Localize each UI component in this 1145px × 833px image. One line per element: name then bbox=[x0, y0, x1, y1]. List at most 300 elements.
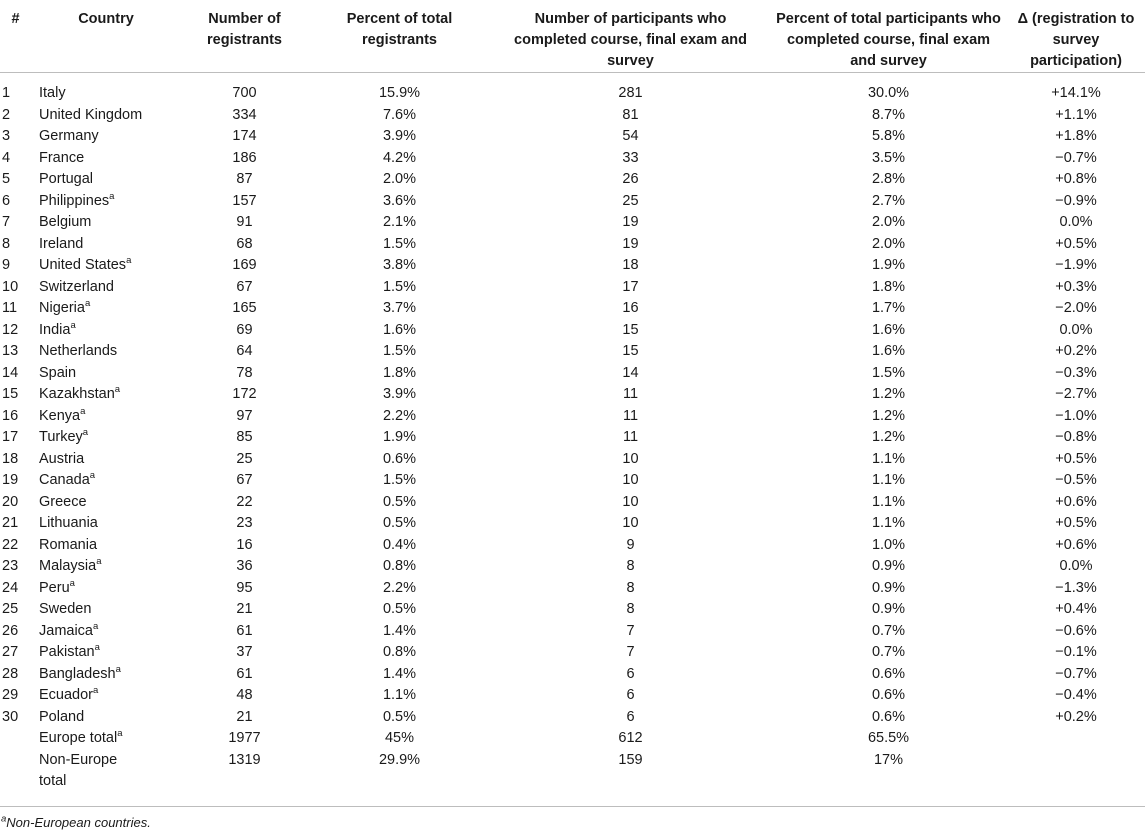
cell-percent-registrants: 0.6% bbox=[382, 450, 417, 467]
footnote-ref: a bbox=[96, 556, 102, 568]
cell-percent-registrants: 2.0% bbox=[382, 171, 417, 187]
table-row bbox=[0, 212, 1145, 234]
cell-completed: 15 bbox=[622, 321, 639, 338]
country-name: Italy bbox=[39, 85, 66, 101]
cell-index: 8 bbox=[2, 235, 11, 252]
cell-percent-completed: 1.1% bbox=[871, 515, 906, 531]
cell-country bbox=[31, 728, 181, 750]
table-row bbox=[0, 449, 1145, 471]
cell-registrants: 21 bbox=[236, 601, 253, 617]
cell-percent-registrants: 3.9% bbox=[382, 128, 417, 144]
country-name: Netherlands bbox=[39, 343, 118, 359]
table-row bbox=[0, 169, 1145, 191]
footnote-ref: a bbox=[69, 577, 75, 589]
cell-percent-registrants: 1.9% bbox=[382, 429, 417, 445]
table-row bbox=[0, 105, 1145, 127]
table-row bbox=[0, 599, 1145, 621]
cell-percent-completed: 2.7% bbox=[871, 192, 906, 209]
cell-percent-registrants: 1.8% bbox=[382, 364, 417, 381]
cell-percent-completed: 0.7% bbox=[871, 622, 906, 639]
cell-country bbox=[31, 148, 181, 170]
cell-percent-completed: 1.1% bbox=[871, 472, 906, 488]
cell-index: 18 bbox=[2, 450, 19, 467]
header-country: Country bbox=[78, 11, 134, 27]
cell-completed: 25 bbox=[622, 192, 639, 209]
cell-percent-registrants: 0.8% bbox=[382, 644, 417, 660]
cell-registrants: 68 bbox=[236, 235, 253, 252]
cell-completed: 11 bbox=[622, 429, 639, 445]
country-name: Lithuania bbox=[39, 515, 98, 531]
table-row bbox=[0, 707, 1145, 729]
table-row bbox=[0, 363, 1145, 385]
cell-index: 30 bbox=[2, 708, 19, 725]
cell-index: 15 bbox=[2, 386, 19, 402]
cell-index: 14 bbox=[2, 364, 19, 381]
cell-index: 22 bbox=[2, 536, 19, 553]
cell-registrants: 87 bbox=[236, 171, 253, 187]
cell-registrants: 157 bbox=[232, 192, 257, 209]
cell-percent-completed: 1.2% bbox=[871, 429, 906, 445]
table-row bbox=[0, 234, 1145, 256]
cell-country bbox=[31, 599, 181, 621]
cell-delta: −0.3% bbox=[1055, 364, 1097, 381]
header-percent-registrants bbox=[308, 0, 491, 73]
table-row bbox=[0, 255, 1145, 277]
cell-completed: 19 bbox=[622, 235, 639, 252]
cell-percent-registrants: 1.5% bbox=[382, 472, 417, 488]
cell-index: 3 bbox=[2, 128, 11, 144]
cell-percent-registrants: 0.4% bbox=[382, 536, 417, 553]
cell-index: 21 bbox=[2, 515, 19, 531]
cell-registrants: 700 bbox=[232, 85, 257, 101]
cell-percent-completed: 1.2% bbox=[871, 407, 906, 424]
cell-percent-completed: 0.9% bbox=[871, 601, 906, 617]
cell-completed: 17 bbox=[622, 278, 639, 295]
cell-percent-registrants: 0.5% bbox=[382, 601, 417, 617]
cell-completed: 14 bbox=[622, 364, 639, 381]
cell-percent-completed: 1.0% bbox=[871, 536, 906, 553]
cell-percent-registrants: 2.1% bbox=[382, 214, 417, 230]
cell-delta: −0.7% bbox=[1055, 665, 1097, 682]
cell-percent-registrants: 45% bbox=[384, 730, 415, 746]
cell-delta bbox=[1007, 728, 1145, 750]
cell-registrants: 67 bbox=[236, 472, 253, 488]
cell-country bbox=[31, 535, 181, 557]
cell-percent-completed: 0.7% bbox=[871, 644, 906, 660]
header-percent-completed bbox=[770, 0, 1007, 73]
country-name: Ecuador bbox=[39, 687, 94, 703]
cell-registrants: 22 bbox=[236, 493, 253, 510]
footnote-ref: a bbox=[93, 620, 99, 632]
cell-country bbox=[31, 427, 181, 449]
cell-registrants: 48 bbox=[236, 687, 253, 703]
country-name: Belgium bbox=[39, 214, 92, 230]
cell-percent-registrants: 0.5% bbox=[382, 708, 417, 725]
table-row bbox=[0, 427, 1145, 449]
cell-country bbox=[31, 212, 181, 234]
country-name: Greece bbox=[39, 493, 87, 510]
cell-registrants: 64 bbox=[236, 343, 253, 359]
cell-percent-registrants: 0.5% bbox=[382, 515, 417, 531]
cell-percent-registrants: 3.7% bbox=[382, 300, 417, 316]
cell-percent-completed: 0.6% bbox=[871, 708, 906, 725]
cell-completed: 159 bbox=[618, 751, 643, 768]
cell-delta: +0.2% bbox=[1055, 708, 1097, 725]
cell-percent-completed: 1.1% bbox=[871, 493, 906, 510]
cell-registrants: 16 bbox=[236, 536, 253, 553]
cell-percent-registrants: 0.5% bbox=[382, 493, 417, 510]
country-name: Romania bbox=[39, 536, 98, 553]
cell-percent-completed: 5.8% bbox=[871, 128, 906, 144]
header-completed bbox=[491, 0, 770, 73]
table-row bbox=[0, 73, 1145, 105]
cell-percent-registrants: 2.2% bbox=[382, 579, 417, 596]
country-name: Pakistan bbox=[39, 644, 95, 660]
cell-registrants: 67 bbox=[236, 278, 253, 295]
cell-registrants: 21 bbox=[236, 708, 253, 725]
cell-percent-completed: 30.0% bbox=[867, 85, 910, 101]
cell-percent-completed: 2.0% bbox=[871, 235, 906, 252]
cell-country bbox=[31, 191, 181, 213]
cell-index: 9 bbox=[2, 257, 11, 273]
cell-registrants: 1977 bbox=[228, 730, 261, 746]
table-row bbox=[0, 621, 1145, 643]
cell-index: 20 bbox=[2, 493, 19, 510]
cell-registrants: 1319 bbox=[228, 751, 261, 768]
header-delta bbox=[1007, 0, 1145, 73]
cell-registrants: 85 bbox=[236, 429, 253, 445]
cell-index: 24 bbox=[2, 579, 19, 596]
table-row bbox=[0, 126, 1145, 148]
cell-index: 6 bbox=[2, 192, 11, 209]
country-name: Peru bbox=[39, 579, 70, 596]
cell-delta: +0.5% bbox=[1055, 515, 1097, 531]
footnote-ref: a bbox=[126, 255, 132, 267]
footnote bbox=[1, 815, 151, 831]
country-name: Sweden bbox=[39, 601, 92, 617]
cell-country bbox=[31, 105, 181, 127]
cell-completed: 81 bbox=[622, 106, 639, 123]
cell-country bbox=[31, 642, 181, 664]
cell-index: 16 bbox=[2, 407, 19, 424]
country-name: Kenya bbox=[39, 407, 81, 424]
bottom-rule bbox=[0, 806, 1145, 807]
cell-registrants: 95 bbox=[236, 579, 253, 596]
cell-country bbox=[31, 556, 181, 578]
country-name: Spain bbox=[39, 364, 77, 381]
cell-completed: 11 bbox=[622, 407, 639, 424]
cell-completed: 6 bbox=[626, 687, 635, 703]
cell-index: 25 bbox=[2, 601, 19, 617]
cell-registrants: 25 bbox=[236, 450, 253, 467]
country-name: Non-Europe total bbox=[39, 751, 118, 789]
footnote-text: Non-European countries. bbox=[6, 815, 151, 830]
country-name: Portugal bbox=[39, 171, 94, 187]
cell-country bbox=[31, 513, 181, 535]
total-row bbox=[0, 728, 1145, 750]
cell-delta: 0.0% bbox=[1059, 558, 1093, 574]
table-row bbox=[0, 320, 1145, 342]
cell-country bbox=[31, 406, 181, 428]
cell-registrants: 97 bbox=[236, 407, 253, 424]
table-row bbox=[0, 642, 1145, 664]
cell-country bbox=[31, 126, 181, 148]
cell-registrants: 23 bbox=[236, 515, 253, 531]
cell-percent-registrants: 4.2% bbox=[382, 149, 417, 166]
cell-delta: 0.0% bbox=[1059, 321, 1093, 338]
cell-percent-completed: 65.5% bbox=[867, 730, 910, 746]
cell-index: 1 bbox=[2, 85, 11, 101]
cell-delta: −2.7% bbox=[1055, 386, 1097, 402]
cell-registrants: 69 bbox=[236, 321, 253, 338]
cell-index: 19 bbox=[2, 472, 19, 488]
cell-delta: +0.3% bbox=[1055, 278, 1097, 295]
cell-index: 12 bbox=[2, 321, 19, 338]
cell-delta: 0.0% bbox=[1059, 214, 1093, 230]
cell-completed: 54 bbox=[622, 128, 639, 144]
cell-delta: +1.8% bbox=[1055, 128, 1097, 144]
country-name: Poland bbox=[39, 708, 85, 725]
header-percent-registrants-label: Percent of total registrants bbox=[346, 11, 453, 48]
cell-delta: −1.9% bbox=[1055, 257, 1097, 273]
cell-completed: 281 bbox=[618, 85, 643, 101]
cell-country bbox=[31, 363, 181, 385]
header-completed-label: Number of participants who completed course, final exam and survey bbox=[514, 11, 747, 69]
cell-delta: −2.0% bbox=[1055, 300, 1097, 316]
cell-percent-registrants: 3.9% bbox=[382, 386, 417, 402]
cell-completed: 8 bbox=[626, 579, 635, 596]
cell-percent-completed: 1.6% bbox=[871, 343, 906, 359]
cell-index: 11 bbox=[2, 300, 18, 316]
cell-delta: +0.4% bbox=[1055, 601, 1097, 617]
country-name: Philippines bbox=[39, 192, 110, 209]
cell-completed: 33 bbox=[622, 149, 639, 166]
cell-percent-completed: 1.1% bbox=[871, 450, 906, 467]
cell-delta: −0.9% bbox=[1055, 192, 1097, 209]
cell-completed: 10 bbox=[622, 515, 639, 531]
cell-delta: +0.2% bbox=[1055, 343, 1097, 359]
footnote-ref: a bbox=[115, 663, 121, 675]
cell-percent-registrants: 0.8% bbox=[382, 558, 417, 574]
cell-percent-completed: 8.7% bbox=[871, 106, 906, 123]
table-body bbox=[0, 73, 1145, 794]
cell-country bbox=[31, 255, 181, 277]
country-name: Ireland bbox=[39, 235, 84, 252]
cell-index: 26 bbox=[2, 622, 19, 639]
cell-percent-completed: 1.5% bbox=[871, 364, 906, 381]
table-row bbox=[0, 556, 1145, 578]
footnote-ref: a bbox=[114, 384, 121, 396]
country-name: Canada bbox=[39, 472, 90, 488]
cell-country bbox=[31, 685, 181, 707]
table-row bbox=[0, 191, 1145, 213]
header-index: # bbox=[11, 11, 20, 27]
cell-percent-completed: 0.6% bbox=[871, 687, 906, 703]
cell-registrants: 78 bbox=[236, 364, 253, 381]
cell-registrants: 186 bbox=[232, 149, 257, 166]
table-row bbox=[0, 406, 1145, 428]
cell-completed: 10 bbox=[622, 493, 639, 510]
footnote-ref: a bbox=[117, 728, 123, 740]
table-row bbox=[0, 341, 1145, 363]
country-name: France bbox=[39, 149, 85, 166]
country-name: Nigeria bbox=[39, 300, 85, 316]
footnote-ref: a bbox=[84, 298, 91, 310]
footnote-ref: a bbox=[93, 685, 99, 697]
table-row bbox=[0, 535, 1145, 557]
cell-percent-registrants: 1.5% bbox=[382, 343, 417, 359]
footnote-ref: a bbox=[89, 470, 96, 482]
cell-index: 10 bbox=[2, 278, 19, 295]
cell-registrants: 37 bbox=[236, 644, 253, 660]
cell-country bbox=[31, 492, 181, 514]
cell-registrants: 36 bbox=[236, 558, 253, 574]
cell-country bbox=[31, 384, 181, 406]
cell-completed: 6 bbox=[626, 665, 635, 682]
cell-country bbox=[31, 298, 181, 320]
cell-percent-registrants: 1.6% bbox=[382, 321, 417, 338]
cell-delta: −0.1% bbox=[1055, 644, 1097, 660]
cell-percent-registrants: 7.6% bbox=[382, 106, 417, 123]
table-row bbox=[0, 578, 1145, 600]
cell-percent-completed: 0.6% bbox=[871, 665, 906, 682]
cell-completed: 15 bbox=[622, 343, 639, 359]
table-row bbox=[0, 298, 1145, 320]
cell-percent-registrants: 1.1% bbox=[382, 687, 417, 703]
cell-country bbox=[31, 664, 181, 686]
cell-registrants: 169 bbox=[232, 257, 257, 273]
country-name: Bangladesh bbox=[39, 665, 116, 682]
cell-percent-completed: 2.0% bbox=[871, 214, 906, 230]
cell-percent-registrants: 1.5% bbox=[382, 235, 417, 252]
footnote-ref: a bbox=[94, 642, 100, 654]
footnote-ref: a bbox=[80, 405, 86, 417]
cell-country bbox=[31, 578, 181, 600]
country-name: Germany bbox=[39, 128, 99, 144]
cell-country bbox=[31, 320, 181, 342]
table-row bbox=[0, 492, 1145, 514]
cell-percent-completed: 1.7% bbox=[871, 300, 906, 316]
table-row bbox=[0, 664, 1145, 686]
cell-percent-completed: 17% bbox=[873, 751, 904, 768]
cell-country bbox=[31, 449, 181, 471]
cell-completed: 10 bbox=[622, 472, 639, 488]
cell-registrants: 174 bbox=[232, 128, 257, 144]
cell-country bbox=[31, 277, 181, 299]
cell-completed: 9 bbox=[626, 536, 635, 553]
cell-country bbox=[31, 621, 181, 643]
table-row bbox=[0, 513, 1145, 535]
cell-percent-completed: 1.6% bbox=[871, 321, 906, 338]
cell-completed: 11 bbox=[622, 386, 639, 402]
cell-completed: 7 bbox=[626, 622, 635, 639]
cell-delta: +0.5% bbox=[1055, 235, 1097, 252]
cell-delta: −0.5% bbox=[1055, 472, 1097, 488]
cell-index: 4 bbox=[2, 149, 11, 166]
cell-percent-completed: 0.9% bbox=[871, 579, 906, 596]
cell-completed: 8 bbox=[626, 558, 635, 574]
cell-delta: +0.5% bbox=[1055, 450, 1097, 467]
cell-registrants: 165 bbox=[232, 300, 257, 316]
cell-completed: 7 bbox=[626, 644, 635, 660]
cell-percent-registrants: 29.9% bbox=[378, 751, 421, 768]
country-name: Jamaica bbox=[39, 622, 93, 639]
header-delta-label: Δ (registration to survey participation) bbox=[1017, 11, 1135, 69]
header-percent-completed-label: Percent of total participants who completed course, final exam and survey bbox=[776, 11, 1001, 69]
cell-completed: 6 bbox=[626, 708, 635, 725]
cell-registrants: 334 bbox=[232, 106, 257, 123]
country-name: Switzerland bbox=[39, 278, 114, 295]
country-name: Austria bbox=[39, 450, 85, 467]
cell-country bbox=[31, 169, 181, 191]
cell-index: 27 bbox=[2, 644, 19, 660]
cell-delta: +1.1% bbox=[1055, 106, 1097, 123]
cell-delta: +0.6% bbox=[1055, 536, 1097, 553]
cell-country bbox=[31, 73, 181, 105]
cell-country bbox=[31, 234, 181, 256]
cell-delta: −0.8% bbox=[1055, 429, 1097, 445]
country-name: Malaysia bbox=[39, 558, 97, 574]
cell-percent-registrants: 15.9% bbox=[378, 85, 421, 101]
cell-delta: −0.6% bbox=[1055, 622, 1097, 639]
cell-delta: −0.7% bbox=[1055, 149, 1097, 166]
cell-percent-registrants: 1.5% bbox=[382, 278, 417, 295]
cell-completed: 8 bbox=[626, 601, 635, 617]
country-name: Kazakhstan bbox=[39, 386, 115, 402]
cell-country bbox=[31, 750, 181, 794]
footnote-ref: a bbox=[109, 190, 115, 202]
cell-delta bbox=[1007, 750, 1145, 794]
table-row bbox=[0, 148, 1145, 170]
cell-completed: 26 bbox=[622, 171, 639, 187]
cell-index: 5 bbox=[2, 171, 11, 187]
cell-delta: +0.8% bbox=[1055, 171, 1097, 187]
cell-percent-completed: 1.8% bbox=[871, 278, 906, 295]
country-name: Europe total bbox=[39, 730, 118, 746]
cell-percent-completed: 2.8% bbox=[871, 171, 906, 187]
cell-index: 28 bbox=[2, 665, 19, 682]
cell-percent-registrants: 3.6% bbox=[382, 192, 417, 209]
cell-registrants: 61 bbox=[236, 665, 253, 682]
table-row bbox=[0, 470, 1145, 492]
cell-index bbox=[0, 728, 31, 750]
cell-index: 23 bbox=[2, 558, 19, 574]
cell-percent-registrants: 2.2% bbox=[382, 407, 417, 424]
cell-completed: 612 bbox=[618, 730, 643, 746]
cell-percent-completed: 0.9% bbox=[871, 558, 906, 574]
cell-delta: −0.4% bbox=[1055, 687, 1097, 703]
footnote-ref: a bbox=[70, 319, 76, 331]
cell-completed: 19 bbox=[622, 214, 639, 230]
cell-delta: +14.1% bbox=[1051, 85, 1101, 101]
cell-percent-completed: 1.2% bbox=[871, 386, 906, 402]
cell-percent-completed: 1.9% bbox=[871, 257, 906, 273]
cell-country bbox=[31, 341, 181, 363]
header-registrants bbox=[181, 0, 308, 73]
cell-registrants: 61 bbox=[236, 622, 253, 639]
cell-percent-registrants: 3.8% bbox=[382, 257, 417, 273]
cell-index: 13 bbox=[2, 343, 19, 359]
cell-percent-registrants: 1.4% bbox=[382, 622, 417, 639]
country-name: United States bbox=[39, 257, 127, 273]
cell-index: 7 bbox=[2, 214, 11, 230]
cell-country bbox=[31, 470, 181, 492]
cell-index: 29 bbox=[2, 687, 19, 703]
cell-country bbox=[31, 707, 181, 729]
table-row bbox=[0, 384, 1145, 406]
country-name: Turkey bbox=[39, 429, 83, 445]
cell-completed: 10 bbox=[622, 450, 639, 467]
